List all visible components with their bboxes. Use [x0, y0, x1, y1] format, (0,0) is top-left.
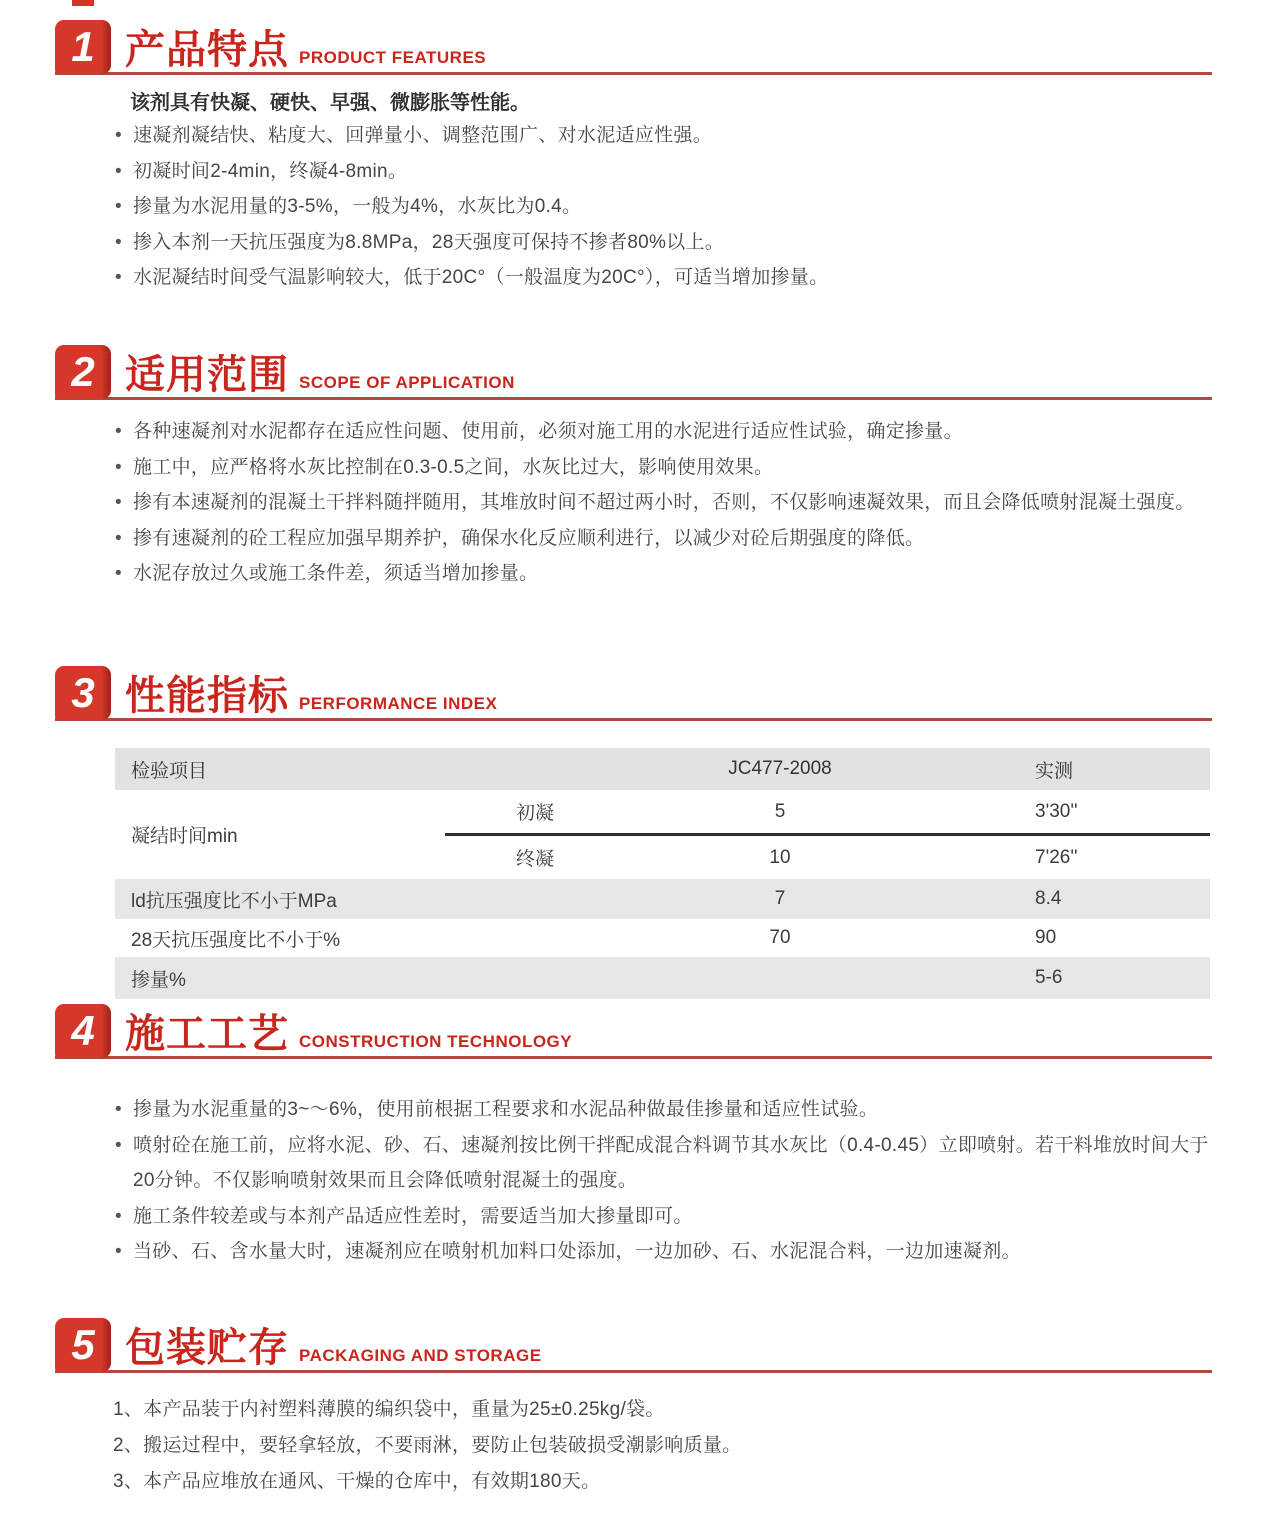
table-cell-standard: 7	[774, 888, 786, 909]
bullet-item: • 掺量为水泥重量的3~～6%，使用前根据工程要求和水泥品种做最佳掺量和适应性试验。	[113, 1092, 1213, 1128]
table-cell-item: ld抗压强度比不小于MPa	[131, 890, 337, 912]
numbered-item: 2、搬运过程中，要轻拿轻放，不要雨淋，要防止包装破损受潮影响质量。	[113, 1435, 742, 1456]
section-1-intro: 该剂具有快凝、硬快、早强、微膨胀等性能。	[130, 92, 530, 114]
table-cell-standard: 70	[769, 927, 791, 948]
section-5-title: 包装贮存	[125, 1326, 289, 1370]
section-1-header	[55, 20, 1212, 75]
table-cell-item: 掺量%	[131, 969, 186, 991]
section-2-title: 适用范围	[125, 353, 289, 397]
bullet-item: • 当砂、石、含水量大时，速凝剂应在喷射机加料口处添加，一边加砂、石、水泥混合料，一边加速凝剂。	[113, 1234, 1213, 1270]
table-cell-measured: 90	[1035, 927, 1057, 948]
section-4-title: 施工工艺	[125, 1012, 289, 1056]
section-2-number-badge: 2	[55, 345, 111, 399]
performance-table	[115, 748, 1210, 999]
table-cell-measured: 8.4	[1035, 888, 1062, 909]
section-3-subtitle: PERFORMANCE INDEX	[299, 694, 498, 713]
bullet-item: • 施工中，应严格将水灰比控制在0.3-0.5之间，水灰比过大，影响使用效果。	[113, 450, 1213, 486]
table-row	[115, 919, 1210, 957]
bullet-item: • 水泥存放过久或施工条件差，须适当增加掺量。	[113, 556, 1213, 592]
section-1-number-badge: 1	[55, 20, 111, 74]
section-1-bullet-list	[113, 118, 1213, 296]
section-2-subtitle: SCOPE OF APPLICATION	[299, 373, 515, 392]
bullet-item: • 水泥凝结时间受气温影响较大，低于20C°（一般温度为20C°），可适当增加掺量。	[113, 260, 1213, 296]
bullet-item: • 初凝时间2-4min，终凝4-8min。	[113, 154, 1213, 190]
table-row	[445, 836, 1210, 879]
table-cell-measured: 7'26''	[1035, 846, 1078, 868]
section-4-subtitle: CONSTRUCTION TECHNOLOGY	[299, 1032, 573, 1051]
section-3-title: 性能指标	[125, 674, 289, 718]
table-cell-item: 凝结时间min	[131, 826, 238, 847]
section-1-subtitle: PRODUCT FEATURES	[299, 48, 487, 67]
table-cell-standard: 10	[769, 846, 791, 868]
bullet-item: • 掺有速凝剂的砼工程应加强早期养护，确保水化反应顺利进行，以减少对砼后期强度的降低。	[113, 521, 1213, 557]
table-header-row	[115, 748, 1210, 790]
section-4-number-badge: 4	[55, 1004, 111, 1058]
table-setting-time-group	[115, 790, 1210, 879]
table-cell-item: 28天抗压强度比不小于%	[131, 929, 341, 951]
section-3-number-badge: 3	[55, 666, 111, 720]
bullet-item: • 掺量为水泥用量的3-5%，一般为4%，水灰比为0.4。	[113, 189, 1213, 225]
table-cell-measured: 5-6	[1035, 967, 1063, 988]
bullet-item: • 各种速凝剂对水泥都存在适应性问题、使用前，必须对施工用的水泥进行适应性试验，确定掺量。	[113, 414, 1213, 450]
bullet-item: • 施工条件较差或与本剂产品适应性差时，需要适当加大掺量即可。	[113, 1199, 1213, 1235]
bullet-item: • 喷射砼在施工前，应将水泥、砂、石、速凝剂按比例干拌配成混合料调节其水灰比（0.4-0.45）立即喷射。若干料堆放时间大于20分钟。不仅影响喷射效果而且会降低喷射混凝土的强度。	[113, 1128, 1213, 1199]
table-cell-sublabel: 终凝	[515, 849, 554, 870]
table-header-item: 检验项目	[131, 760, 208, 782]
table-row	[115, 879, 1210, 919]
section-2-header	[55, 345, 1212, 400]
table-cell-measured: 3'30''	[1035, 800, 1078, 822]
bullet-item: • 掺有本速凝剂的混凝土干拌料随拌随用，其堆放时间不超过两小时，否则，不仅影响速凝效果，而且会降低喷射混凝土强度。	[113, 485, 1213, 521]
section-4-header	[55, 1004, 1212, 1059]
section-3-header	[55, 666, 1212, 721]
table-row	[115, 957, 1210, 999]
numbered-item: 3、本产品应堆放在通风、干燥的仓库中，有效期180天。	[113, 1471, 601, 1492]
bullet-item: • 速凝剂凝结快、粘度大、回弹量小、调整范围广、对水泥适应性强。	[113, 118, 1213, 154]
table-cell-sublabel: 初凝	[515, 803, 554, 824]
table-header-measured: 实测	[1035, 760, 1074, 782]
section-4-bullet-list	[113, 1092, 1213, 1270]
top-edge-fragment	[72, 0, 94, 6]
section-5-number-badge: 5	[55, 1318, 111, 1372]
section-5-header	[55, 1318, 1212, 1373]
section-5-subtitle: PACKAGING AND STORAGE	[299, 1346, 542, 1365]
table-cell-standard: 5	[774, 800, 786, 822]
table-row	[445, 790, 1210, 836]
section-5-numbered-list	[113, 1392, 1213, 1500]
table-header-standard: JC477-2008	[728, 758, 832, 779]
numbered-item: 1、本产品装于内衬塑料薄膜的编织袋中，重量为25±0.25kg/袋。	[113, 1399, 665, 1420]
section-2-bullet-list	[113, 414, 1213, 592]
bullet-item: • 掺入本剂一天抗压强度为8.8MPa，28天强度可保持不掺者80%以上。	[113, 225, 1213, 261]
section-1-title: 产品特点	[125, 28, 289, 72]
